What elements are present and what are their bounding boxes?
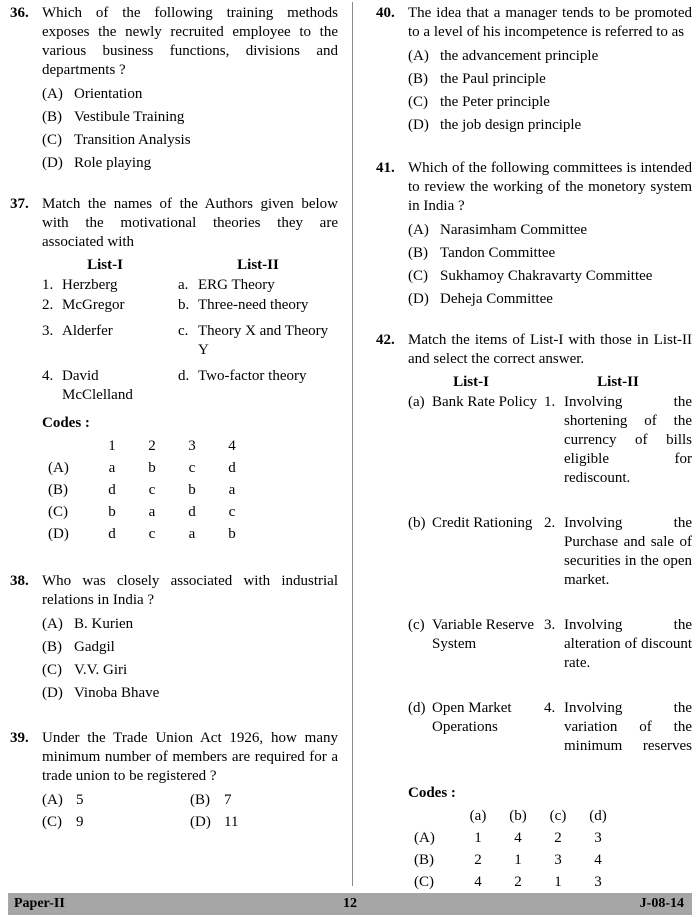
option-d[interactable] xyxy=(42,154,338,173)
option-d-label: (D) xyxy=(42,155,63,171)
match-right xyxy=(544,616,692,692)
question-36-head xyxy=(6,4,338,80)
codes-cell: d xyxy=(108,482,116,498)
option-b[interactable] xyxy=(42,638,338,657)
match-row xyxy=(408,616,692,692)
match-left-value: Credit Rationing xyxy=(432,515,533,531)
list-i-header: List-I xyxy=(87,257,123,273)
option-c-label: (C) xyxy=(408,268,428,284)
match-right xyxy=(178,322,338,360)
match-left xyxy=(408,514,544,609)
question-42-number: 42. xyxy=(376,332,395,348)
codes-cell: a xyxy=(228,482,236,498)
codes-row[interactable] xyxy=(48,458,252,480)
codes-cell: 2 xyxy=(514,874,522,890)
option-c-text: 9 xyxy=(76,814,84,830)
left-column xyxy=(0,0,352,888)
match-right-key: a. xyxy=(178,277,189,293)
option-d-text: Role playing xyxy=(74,155,152,171)
question-37-text: Match the names of the Authors given below with the motivational theories they are associated with xyxy=(42,196,338,250)
codes-row[interactable] xyxy=(414,872,618,894)
codes-header-blank xyxy=(414,805,458,828)
question-40-body xyxy=(408,47,692,135)
option-d-label: (D) xyxy=(408,291,429,307)
option-b-text: 7 xyxy=(224,792,232,808)
match-left xyxy=(42,296,178,315)
codes-row-label: (A) xyxy=(48,460,69,476)
question-42-text: Match the items of List-I with those in List-II and select the correct answer. xyxy=(408,332,692,367)
question-37 xyxy=(6,195,338,546)
option-b[interactable] xyxy=(42,108,338,127)
page-footer xyxy=(8,893,692,915)
codes-cell: b xyxy=(108,504,116,520)
list-ii-header: List-II xyxy=(597,374,639,390)
codes-cell: a xyxy=(148,504,156,520)
match-left-value: Herzberg xyxy=(62,277,118,293)
match-right-key: 1. xyxy=(544,394,556,410)
option-a[interactable] xyxy=(408,221,692,240)
list-ii-header: List-II xyxy=(237,257,279,273)
codes-cell: c xyxy=(188,460,196,476)
codes-header-c: (c) xyxy=(549,808,567,824)
list-i-header: List-I xyxy=(453,374,489,390)
match-right-key: c. xyxy=(178,323,189,339)
match-left xyxy=(408,699,544,775)
question-37-codes-label: Codes : xyxy=(42,415,90,431)
match-left-value: Variable Reserve System xyxy=(432,617,535,652)
match-right-key: d. xyxy=(178,368,190,384)
question-37-body xyxy=(42,255,338,546)
codes-row-label: (A) xyxy=(414,830,435,846)
option-c-text: Transition Analysis xyxy=(74,132,191,148)
match-right-value: Theory X and Theory Y xyxy=(198,323,329,358)
codes-row-label: (C) xyxy=(48,504,68,520)
option-a-label: (A) xyxy=(42,86,63,102)
codes-row[interactable] xyxy=(48,524,252,546)
match-left xyxy=(42,322,178,360)
question-42-body xyxy=(408,372,692,916)
match-row xyxy=(408,699,692,775)
match-right xyxy=(178,367,338,405)
option-c[interactable] xyxy=(408,267,692,286)
option-a-label: (A) xyxy=(408,48,429,64)
question-40-number: 40. xyxy=(376,5,395,21)
option-c[interactable] xyxy=(42,131,338,150)
codes-cell: b xyxy=(148,460,156,476)
question-39-options xyxy=(42,791,338,832)
option-b-label: (B) xyxy=(408,71,428,87)
question-41-options xyxy=(408,221,692,309)
question-38-text: Who was closely associated with industrial relations in India ? xyxy=(42,573,338,608)
option-d-label: (D) xyxy=(190,814,211,830)
match-left xyxy=(42,367,178,405)
option-b-text: the Paul principle xyxy=(440,71,546,87)
match-right-key: b. xyxy=(178,297,190,313)
match-left-key: (b) xyxy=(408,515,426,531)
column-divider xyxy=(352,2,353,886)
question-39-head xyxy=(6,729,338,786)
option-c-label: (C) xyxy=(42,132,62,148)
codes-header-blank xyxy=(48,435,92,458)
question-40-text: The idea that a manager tends to be promoted to a level of his incompetence is referred to as xyxy=(408,5,692,40)
match-right-value: Involving the shortening of the currency of bills eligible for rediscount. xyxy=(564,394,692,486)
question-42-head xyxy=(372,331,692,369)
option-b-label: (B) xyxy=(42,639,62,655)
match-row xyxy=(42,367,338,405)
option-a-text: 5 xyxy=(76,792,84,808)
match-row xyxy=(408,514,692,609)
codes-header-3: 3 xyxy=(188,438,196,454)
match-right-value: Involving the Purchase and sale of securities in the open market. xyxy=(564,515,692,588)
question-36-body xyxy=(42,85,338,173)
question-37-list-headers xyxy=(42,255,338,275)
option-a-text: Narasimham Committee xyxy=(440,222,588,238)
option-d[interactable] xyxy=(42,684,338,703)
match-left-key: (a) xyxy=(408,394,425,410)
option-d[interactable] xyxy=(190,813,338,832)
option-b-text: Vestibule Training xyxy=(74,109,185,125)
option-a[interactable] xyxy=(42,791,190,810)
question-36-options xyxy=(42,85,338,173)
match-right-value: ERG Theory xyxy=(198,277,275,293)
codes-row[interactable] xyxy=(48,502,252,524)
option-d-label: (D) xyxy=(408,117,429,133)
right-column xyxy=(352,0,700,888)
question-36 xyxy=(6,4,338,173)
codes-cell: a xyxy=(108,460,116,476)
match-left xyxy=(408,616,544,692)
codes-cell: 1 xyxy=(474,830,482,846)
option-a-text: B. Kurien xyxy=(74,616,134,632)
option-c[interactable] xyxy=(42,813,190,832)
codes-cell: 2 xyxy=(474,852,482,868)
codes-header-b: (b) xyxy=(509,808,527,824)
codes-cell: 4 xyxy=(594,852,602,868)
option-a-label: (A) xyxy=(42,792,63,808)
footer-page-number: 12 xyxy=(343,896,357,911)
match-left-key: 1. xyxy=(42,277,54,293)
codes-cell: c xyxy=(228,504,236,520)
match-row xyxy=(42,296,338,315)
question-42-list-headers xyxy=(408,372,692,392)
codes-cell: d xyxy=(108,526,116,542)
option-d-text: 11 xyxy=(224,814,239,830)
codes-row-label: (D) xyxy=(48,526,69,542)
match-right-value: Three-need theory xyxy=(198,297,309,313)
codes-row-label: (B) xyxy=(414,852,434,868)
match-right-key: 3. xyxy=(544,617,556,633)
option-b[interactable] xyxy=(408,244,692,263)
option-a[interactable] xyxy=(408,47,692,66)
option-b[interactable] xyxy=(408,70,692,89)
question-41-text: Which of the following committees is intended to review the working of the monetory system in India ? xyxy=(408,160,692,214)
match-left-value: David McClelland xyxy=(62,368,133,403)
question-39 xyxy=(6,729,338,832)
question-36-number: 36. xyxy=(10,5,29,21)
option-d-text: Deheja Committee xyxy=(440,291,553,307)
codes-cell: 2 xyxy=(554,830,562,846)
codes-cell: 1 xyxy=(514,852,522,868)
match-right xyxy=(544,514,692,609)
match-right-value: Involving the variation of the minimum reserves xyxy=(564,700,692,754)
option-c-text: V.V. Giri xyxy=(74,662,128,678)
match-row xyxy=(42,276,338,295)
codes-cell: d xyxy=(228,460,236,476)
match-left-key: 4. xyxy=(42,368,54,384)
option-a-label: (A) xyxy=(408,222,429,238)
option-c-label: (C) xyxy=(408,94,428,110)
footer-paper-label: Paper-II xyxy=(14,896,65,911)
question-39-number: 39. xyxy=(10,730,29,746)
codes-cell: c xyxy=(148,482,156,498)
match-right xyxy=(178,296,338,315)
match-left-value: Bank Rate Policy xyxy=(432,394,537,410)
codes-cell: 4 xyxy=(474,874,482,890)
codes-cell: b xyxy=(188,482,196,498)
codes-cell: c xyxy=(148,526,156,542)
option-c-label: (C) xyxy=(42,814,62,830)
question-38-head xyxy=(6,572,338,610)
codes-cell: 3 xyxy=(594,874,602,890)
match-left-key: 2. xyxy=(42,297,54,313)
question-37-codes-table xyxy=(48,435,252,546)
option-a-text: Orientation xyxy=(74,86,143,102)
match-left-value: Alderfer xyxy=(62,323,113,339)
question-38-body xyxy=(42,615,338,703)
match-right xyxy=(544,393,692,507)
question-38-number: 38. xyxy=(10,573,29,589)
codes-header-a: (a) xyxy=(469,808,487,824)
question-40 xyxy=(372,4,692,135)
option-d-label: (D) xyxy=(42,685,63,701)
question-40-head xyxy=(372,4,692,42)
option-c-text: Sukhamoy Chakravarty Committee xyxy=(440,268,653,284)
question-38 xyxy=(6,572,338,703)
question-41 xyxy=(372,159,692,309)
codes-row[interactable] xyxy=(414,828,618,850)
match-left-key: (c) xyxy=(408,617,425,633)
question-39-text: Under the Trade Union Act 1926, how many minimum number of members are required for a trade union to be registered ? xyxy=(42,730,338,784)
match-left xyxy=(408,393,544,507)
option-b-label: (B) xyxy=(42,109,62,125)
option-row xyxy=(42,813,338,832)
footer-code: J-08-14 xyxy=(639,896,684,911)
match-right-key: 2. xyxy=(544,515,556,531)
option-b-label: (B) xyxy=(190,792,210,808)
codes-cell: a xyxy=(188,526,196,542)
codes-header-4: 4 xyxy=(228,438,236,454)
codes-cell: 1 xyxy=(554,874,562,890)
codes-cell: b xyxy=(228,526,236,542)
codes-row-label: (C) xyxy=(414,874,434,890)
option-a[interactable] xyxy=(42,615,338,634)
option-row xyxy=(42,791,338,810)
match-right-value: Involving the alteration of discount rate. xyxy=(564,617,692,671)
codes-cell: 4 xyxy=(514,830,522,846)
match-row xyxy=(408,393,692,507)
option-a-label: (A) xyxy=(42,616,63,632)
option-b-text: Gadgil xyxy=(74,639,115,655)
match-left-key: (d) xyxy=(408,700,426,716)
match-row xyxy=(42,322,338,360)
match-left-value: McGregor xyxy=(62,297,125,313)
question-40-options xyxy=(408,47,692,135)
codes-header-1: 1 xyxy=(108,438,116,454)
codes-header-2: 2 xyxy=(148,438,156,454)
question-42-codes-label: Codes : xyxy=(408,785,456,801)
question-37-head xyxy=(6,195,338,252)
question-38-options xyxy=(42,615,338,703)
codes-cell: 3 xyxy=(554,852,562,868)
question-39-body xyxy=(42,791,338,832)
question-41-number: 41. xyxy=(376,160,395,176)
option-c[interactable] xyxy=(42,661,338,680)
match-right xyxy=(544,699,692,775)
match-right-key: 4. xyxy=(544,700,556,716)
option-d-text: the job design principle xyxy=(440,117,582,133)
option-c-label: (C) xyxy=(42,662,62,678)
match-left-value: Open Market Operations xyxy=(432,700,512,735)
question-41-head xyxy=(372,159,692,216)
question-41-body xyxy=(408,221,692,309)
match-left xyxy=(42,276,178,295)
codes-row-label: (B) xyxy=(48,482,68,498)
option-c[interactable] xyxy=(408,93,692,112)
option-c-text: the Peter principle xyxy=(440,94,550,110)
option-a[interactable] xyxy=(42,85,338,104)
question-37-number: 37. xyxy=(10,196,29,212)
codes-cell: d xyxy=(188,504,196,520)
codes-header-d: (d) xyxy=(589,808,607,824)
match-right-value: Two-factor theory xyxy=(198,368,307,384)
question-42 xyxy=(372,331,692,916)
option-b-text: Tandon Committee xyxy=(440,245,556,261)
option-d[interactable] xyxy=(408,116,692,135)
codes-header-row xyxy=(414,805,618,828)
codes-row[interactable] xyxy=(414,850,618,872)
option-b[interactable] xyxy=(190,791,338,810)
match-left-key: 3. xyxy=(42,323,54,339)
codes-cell: 3 xyxy=(594,830,602,846)
codes-header-row xyxy=(48,435,252,458)
codes-row[interactable] xyxy=(48,480,252,502)
option-d[interactable] xyxy=(408,290,692,309)
option-d-text: Vinoba Bhave xyxy=(74,685,160,701)
match-right xyxy=(178,276,338,295)
option-a-text: the advancement principle xyxy=(440,48,599,64)
option-b-label: (B) xyxy=(408,245,428,261)
question-36-text: Which of the following training methods exposes the newly recruited employee to the various business functions, divisions and departments ? xyxy=(42,5,338,78)
